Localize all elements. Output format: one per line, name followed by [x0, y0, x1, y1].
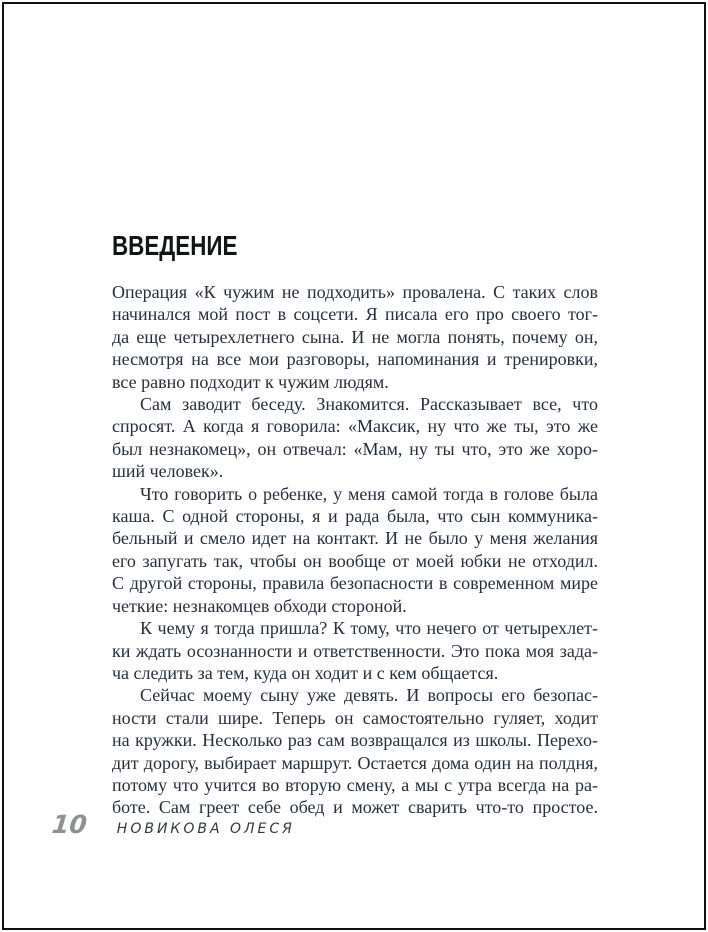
text-line: четкие: незнакомцев обходи стороной.	[112, 595, 407, 616]
text-line: Операция «К чужим не подходить» провалена. С таких слов	[112, 282, 598, 302]
text-line: потому что учится во вторую смену, а мы с утра всегда на ра-	[112, 774, 598, 795]
text-line: С другой стороны, правила безопасности в современном мире	[112, 573, 598, 594]
text-line: ча следить за тем, куда он ходит и с кем общается.	[112, 662, 499, 683]
text-line: бельный и смело идет на контакт. И не было у меня желания	[112, 528, 598, 549]
text-line: ший человек».	[112, 461, 224, 482]
body-text	[112, 281, 598, 819]
text-line: был незнакомец», он отвечал: «Мам, ну ты что, это же хоро-	[112, 438, 598, 459]
text-line: несмотря на все мои разговоры, напоминания и тренировки,	[112, 349, 598, 370]
text-line: начинался мой пост в соцсети. Я писала его про своего тог-	[112, 304, 598, 325]
text-line: Сейчас моему сыну уже девять. И вопросы его безопас-	[140, 685, 598, 706]
text-line: да еще четырехлетнего сына. И не могла понять, почему он,	[112, 326, 598, 347]
text-line: Что говорить о ребенке, у меня самой тогда в голове была	[140, 483, 598, 504]
running-footer-author: НОВИКОВА ОЛЕСЯ	[116, 821, 295, 837]
text-line: все равно подходит к чужим людям.	[112, 371, 389, 392]
text-line: Сам заводит беседу. Знакомится. Рассказывает все, что	[140, 394, 598, 415]
page-number: 10	[50, 810, 89, 839]
text-line: К чему я тогда пришла? К тому, что нечего от четырехлет-	[140, 618, 598, 639]
text-line: ки ждать осознанности и ответственности. Это пока моя зада-	[112, 640, 598, 661]
text-line: ности стали шире. Теперь он самостоятельно гуляет, ходит	[112, 707, 598, 728]
text-line: дит дорогу, выбирает маршрут. Остается дома один на полдня,	[112, 752, 598, 773]
text-line: каша. С одной стороны, я и рада была, что сын коммуника-	[112, 506, 598, 527]
chapter-title: ВВЕДЕНИЕ	[112, 230, 238, 261]
text-line: боте. Сам греет себе обед и может сварить что-то простое.	[112, 797, 598, 818]
page-footer	[52, 810, 612, 850]
text-line: на кружки. Несколько раз сам возвращался из школы. Перехо-	[112, 730, 598, 751]
text-line: его запугать так, чтобы он вообще от моей юбки не отходил.	[112, 550, 598, 571]
text-line: спросят. А когда я говорила: «Максик, ну что же ты, это же	[112, 416, 598, 437]
